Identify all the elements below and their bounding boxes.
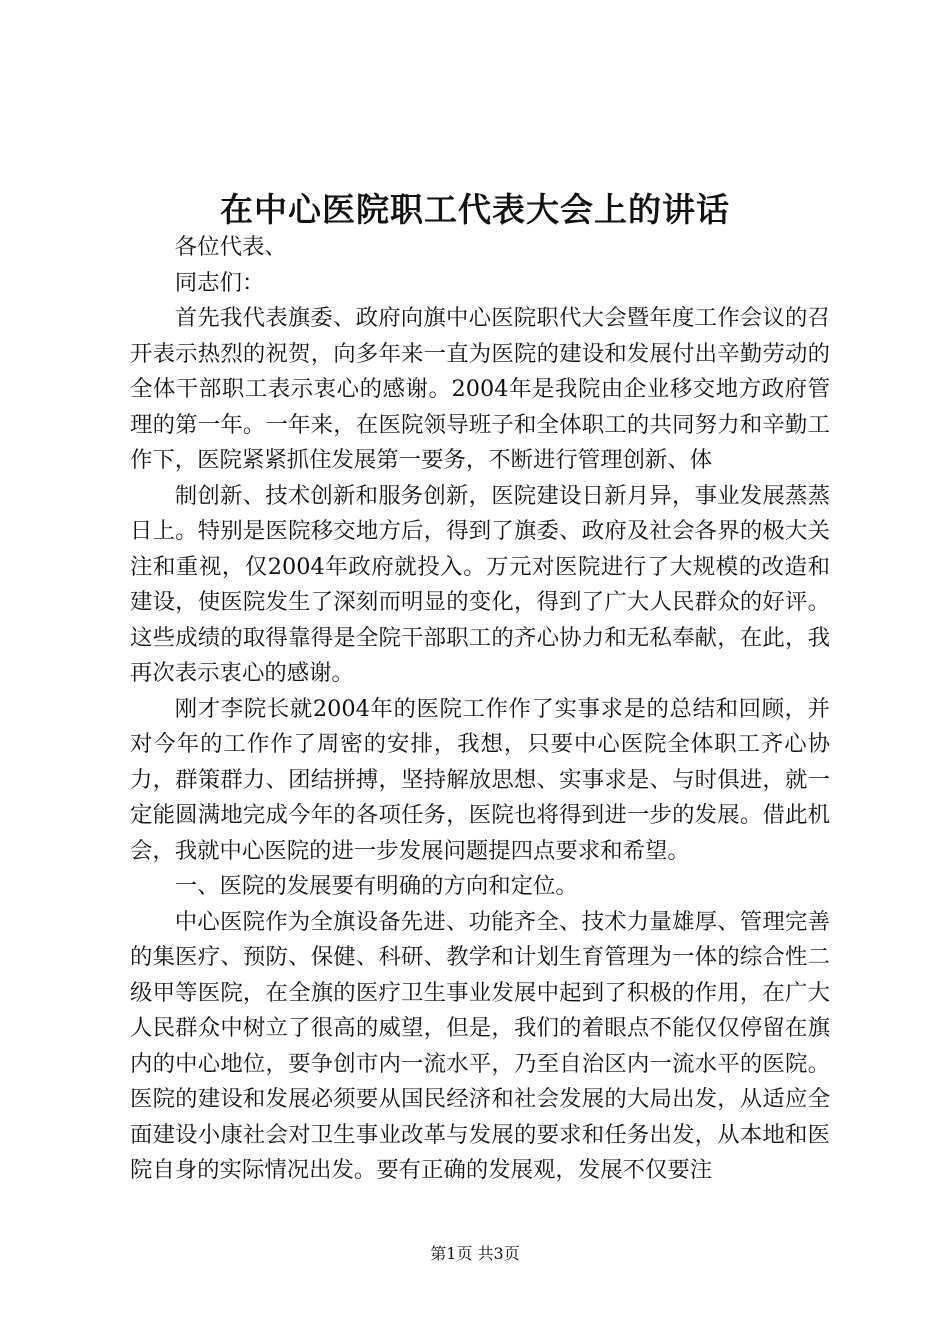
paragraph: 刚才李院长就2004年的医院工作作了实事求是的总结和回顾，并对今年的工作作了周密的安排，我想，只要中心医院全体职工齐心协力，群策群力、团结拼搏，坚持解放思想、实事求是、与时俱进，就一定能圆满地完成今年的各项任务，医院也将得到进一步的发展。借此机会，我就中心医院的进一步发展问题提四点要求和希望。 bbox=[130, 695, 830, 864]
paragraph: 制创新、技术创新和服务创新，医院建设日新月异，事业发展蒸蒸日上。特别是医院移交地方后，得到了旗委、政府及社会各界的极大关注和重视，仅2004年政府就投入。万元对医院进行了大规模的改造和建设，使医院发生了深刻而明显的变化，得到了广大人民群众的好评。这些成绩的取得靠得是全院干部职工的齐心协力和无私奉献，在此，我再次表示衷心的感谢。 bbox=[130, 482, 830, 686]
document-title: 在中心医院职工代表大会上的讲话 bbox=[220, 190, 730, 229]
document-body bbox=[130, 230, 830, 1189]
paragraph: 各位代表、 bbox=[174, 234, 287, 260]
paragraph: 中心医院作为全旗设备先进、功能齐全、技术力量雄厚、管理完善的集医疗、预防、保健、科研、教学和计划生育管理为一体的综合性二级甲等医院，在全旗的医疗卫生事业发展中起到了积极的作用，在广大人民群众中树立了很高的威望，但是，我们的着眼点不能仅仅停留在旗内的中心地位，要争创市内一流水平，乃至自治区内一流水平的医院。医院的建设和发展必须要从国民经济和社会发展的大局出发，从适应全面建设小康社会对卫生事业改革与发展的要求和任务出发，从本地和医院自身的实际情况出发。要有正确的发展观，发展不仅要注 bbox=[130, 908, 830, 1183]
paragraph: 同志们： bbox=[174, 269, 265, 296]
page-number: 第1页 共3页 bbox=[430, 1244, 520, 1263]
paragraph: 首先我代表旗委、政府向旗中心医院职代大会暨年度工作会议的召开表示热烈的祝贺，向多年来一直为医院的建设和发展付出辛勤劳动的全体干部职工表示衷心的感谢。2004年是我院由企业移交地方政府管理的第一年。一年来，在医院领导班子和全体职工的共同努力和辛勤工作下，医院紧紧抓住发展第一要务，不断进行管理创新、体 bbox=[130, 305, 830, 473]
paragraph: 一、医院的发展要有明确的方向和定位。 bbox=[174, 873, 578, 899]
